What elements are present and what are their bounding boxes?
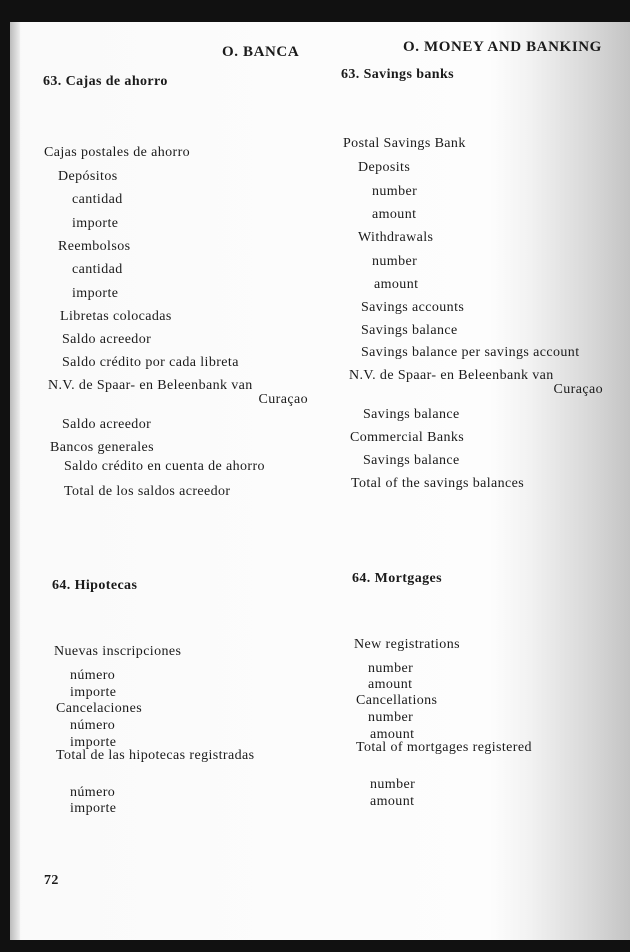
spanish-row: Cancelaciones: [56, 701, 143, 716]
english-row: amount: [374, 277, 419, 292]
spanish-row: Curaçao: [258, 392, 308, 407]
english-row: amount: [372, 207, 417, 222]
spanish-row: Libretas colocadas: [60, 309, 172, 324]
spanish-row: importe: [70, 735, 117, 750]
page-number: 72: [44, 873, 59, 888]
section-title-63-spanish: 63. Cajas de ahorro: [43, 74, 168, 89]
english-row: Savings balance per savings account: [361, 345, 580, 360]
english-row: number: [372, 184, 418, 199]
spanish-row: número: [70, 718, 116, 733]
english-row: New registrations: [354, 637, 460, 652]
english-row: number: [370, 777, 416, 792]
english-row: Withdrawals: [358, 230, 434, 245]
english-row: Cancellations: [356, 693, 438, 708]
section-title-64-english: 64. Mortgages: [352, 571, 442, 586]
spanish-row: Bancos generales: [50, 440, 154, 455]
spanish-row: Saldo crédito en cuenta de ahorro: [64, 459, 265, 474]
english-row: Savings balance: [363, 407, 460, 422]
spanish-row: cantidad: [72, 192, 123, 207]
spanish-row: Depósitos: [58, 169, 118, 184]
spanish-row: importe: [72, 216, 119, 231]
spanish-row: Saldo acreedor: [62, 332, 152, 347]
english-row: Commercial Banks: [350, 430, 465, 445]
english-row: Savings accounts: [361, 300, 465, 315]
english-row: Deposits: [358, 160, 411, 175]
spanish-row: número: [70, 668, 116, 683]
spanish-row: Saldo crédito por cada libreta: [62, 355, 239, 370]
spanish-row: Total de las hipotecas registradas: [56, 748, 255, 763]
section-header-english: O. MONEY AND BANKING: [403, 39, 602, 55]
spanish-row: Reembolsos: [58, 239, 131, 254]
spanish-row: Total de los saldos acreedor: [64, 484, 231, 499]
spanish-row: cantidad: [72, 262, 123, 277]
english-row: Savings balance: [361, 323, 458, 338]
english-row: number: [368, 661, 414, 676]
spanish-row: importe: [70, 801, 117, 816]
section-title-63-english: 63. Savings banks: [341, 67, 455, 82]
english-row: N.V. de Spaar- en Beleenbank van: [349, 368, 554, 383]
spanish-row: Saldo acreedor: [62, 417, 152, 432]
english-row: Total of mortgages registered: [356, 740, 532, 755]
spanish-row: importe: [70, 685, 117, 700]
english-row: Curaçao: [553, 382, 603, 397]
english-row: number: [372, 254, 418, 269]
section-title-64-spanish: 64. Hipotecas: [52, 578, 138, 593]
spanish-row: número: [70, 785, 116, 800]
book-spine: [10, 22, 20, 940]
spanish-row: Cajas postales de ahorro: [44, 145, 191, 160]
english-row: amount: [370, 794, 415, 809]
english-row: number: [368, 710, 414, 725]
section-header-spanish: O. BANCA: [222, 44, 300, 60]
spanish-row: importe: [72, 286, 119, 301]
spanish-row: N.V. de Spaar- en Beleenbank van: [48, 378, 253, 393]
english-row: amount: [368, 677, 413, 692]
english-row: Postal Savings Bank: [343, 136, 466, 151]
english-row: Total of the savings balances: [351, 476, 525, 491]
spanish-row: Nuevas inscripciones: [54, 644, 182, 659]
english-row: Savings balance: [363, 453, 460, 468]
english-row: amount: [370, 727, 415, 742]
